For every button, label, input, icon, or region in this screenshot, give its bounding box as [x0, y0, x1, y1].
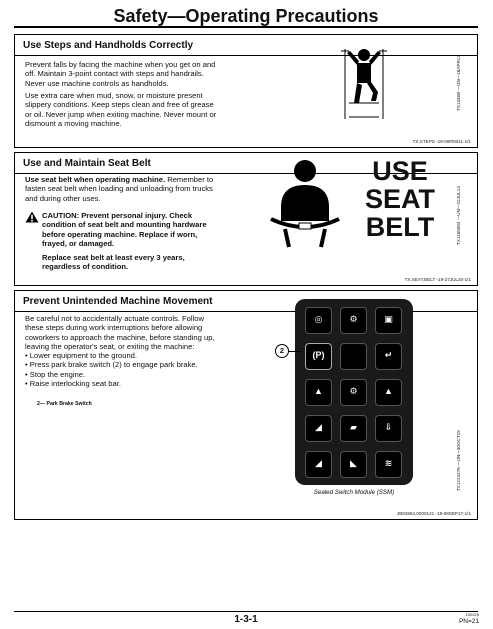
text-line: fasten seat belt when loading and unloading from trucks: [25, 184, 213, 194]
text-line: CAUTION: Prevent personal injury. Check: [42, 211, 193, 220]
ssm-key: [340, 451, 367, 478]
figure-reference: TX1224476 —UN—30OCT15: [456, 430, 461, 491]
machine-icon: ▰: [350, 422, 357, 432]
figure-reference: TX1165084 —UN—22JUL14: [456, 186, 461, 245]
callout-leader-line: [289, 351, 301, 352]
park-brake-switch: [305, 343, 332, 370]
use-word: USE: [372, 156, 428, 186]
ssm-key: [305, 379, 332, 406]
section-reference: TX,SEAT,BELT -19-27JUL20-1/1: [404, 277, 471, 282]
callout-number: 2: [275, 344, 289, 358]
caution-text: [42, 211, 254, 248]
boom-icon: ◢: [315, 458, 322, 468]
section-reference: TX,STEPS -19-08FEB11-1/1: [412, 139, 471, 144]
text-line: before operating machine. Replace if worn,: [42, 229, 198, 239]
section-heading: Use Steps and Handholds Correctly: [23, 40, 194, 51]
ssm-key: [375, 307, 402, 334]
text-line: and during other uses.: [25, 193, 101, 203]
emphasis-text: Use seat belt when operating machine.: [25, 175, 166, 184]
ssm-key: [375, 451, 402, 478]
text-line: Never use machine controls as handholds.: [25, 78, 169, 88]
text-line: leaving the operator's seat, or exiting the machine:: [25, 341, 195, 351]
section-seat-belt: [14, 152, 478, 286]
float-icon: ≋: [384, 458, 393, 468]
boom-icon: ◢: [315, 422, 322, 432]
text-line: [25, 175, 265, 184]
text-line: coworkers to approach the machine, before standing up,: [25, 332, 215, 342]
text-line: condition of seat belt and mounting hardware: [42, 220, 207, 230]
seat-belt-paragraph: [25, 175, 265, 203]
ssm-key: [305, 307, 332, 334]
page-number: 1-3-1: [234, 614, 258, 625]
list-item: • Lower equipment to the ground.: [25, 351, 198, 360]
ssm-key: [340, 307, 367, 334]
warning-triangle-icon: [25, 211, 39, 223]
section-unintended-movement: [14, 290, 478, 520]
three-point-contact-icon: [327, 39, 437, 121]
replace-notice: [42, 253, 262, 272]
list-item: • Raise interlocking seat bar.: [25, 379, 198, 388]
text-line: dismount a moving machine.: [25, 118, 122, 128]
steps-paragraph-1: [25, 60, 285, 88]
text-line: Use extra care when mud, snow, or moisture present: [25, 91, 203, 100]
text-line: or oil. Never jump when exiting machine. Never mount or: [25, 109, 217, 119]
park-brake-icon: (P): [312, 350, 325, 360]
seat-belt-person-icon: [265, 157, 345, 251]
text-run: Remember to: [165, 175, 214, 184]
ssm-key: [305, 451, 332, 478]
lower-icon: ⇩: [384, 422, 393, 432]
text-line: Prevent falls by facing the machine when you get on and: [25, 60, 216, 69]
ssm-caption: Sealed Switch Module (SSM): [313, 489, 395, 496]
steps-list: [25, 351, 198, 388]
seat-word: SEAT: [364, 184, 435, 214]
enter-icon: ↵: [384, 350, 393, 360]
list-item: • Press park brake switch (2) to engage park brake.: [25, 360, 198, 369]
section-heading: Use and Maintain Seat Belt: [23, 158, 151, 169]
text-line: Replace seat belt at least every 3 years,: [42, 253, 185, 262]
belt-word: BELT: [365, 212, 435, 242]
bucket-icon: ◣: [350, 458, 357, 468]
ssm-key: [340, 343, 367, 370]
text-line: Be careful not to accidentally actuate controls. Follow: [25, 314, 204, 323]
text-line: frayed, or damaged.: [42, 238, 115, 248]
section-reference: JB92884,0000121 -19-08SEP17-1/1: [396, 511, 471, 516]
footer-divider: [14, 611, 478, 612]
gauge-icon: ◎: [314, 314, 323, 324]
steps-paragraph-2: [25, 91, 285, 128]
text-line: these steps during work interruptions before allowing: [25, 323, 203, 333]
list-item: • Stop the engine.: [25, 370, 198, 379]
ssm-key: [375, 343, 402, 370]
ssm-key: [375, 379, 402, 406]
speed-icon: ▲: [384, 386, 393, 396]
display-icon: ▣: [384, 314, 393, 324]
speed-icon: ▲: [314, 386, 323, 396]
ssm-key: [340, 415, 367, 442]
text-line: off. Maintain 3-point contact with steps and handrails.: [25, 69, 204, 79]
callout-legend: 2— Park Brake Switch: [37, 401, 92, 407]
ssm-key: [340, 379, 367, 406]
section-heading: Prevent Unintended Machine Movement: [23, 296, 213, 307]
ssm-key: [375, 415, 402, 442]
settings-icon: ⚙: [349, 386, 358, 396]
page-title: Safety—Operating Precautions: [14, 4, 478, 28]
ssm-key: [305, 415, 332, 442]
text-line: slippery conditions. Keep steps clean and free of grease: [25, 100, 214, 110]
figure-reference: TS1346B —UN—18APR13: [456, 55, 461, 111]
text-line: regardless of condition.: [42, 262, 129, 272]
sealed-switch-module: [295, 299, 413, 485]
section-steps-handholds: [14, 34, 478, 148]
movement-paragraph: [25, 314, 275, 351]
pn-label: PN=21: [458, 618, 479, 625]
footer-code: 100229: [465, 612, 479, 617]
engine-icon: ⚙: [349, 314, 358, 324]
